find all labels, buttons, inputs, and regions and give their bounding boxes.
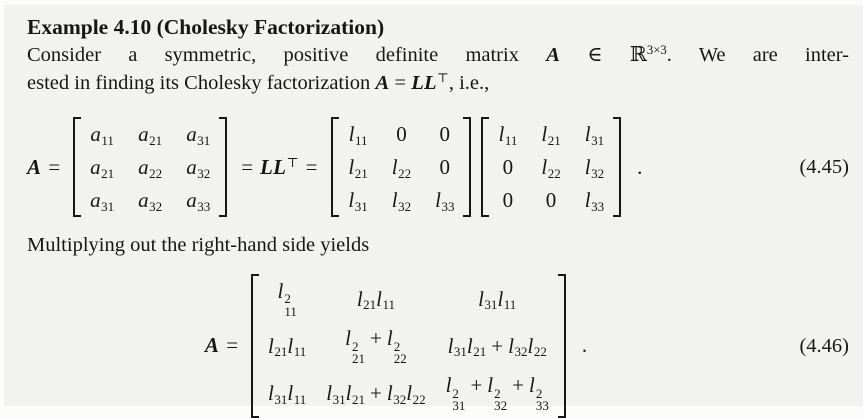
- math-token: 0: [439, 122, 451, 146]
- math-token: 21: [473, 344, 487, 360]
- segment-t: ℝ: [629, 44, 647, 66]
- math-token: 32: [197, 165, 211, 181]
- matrix-cell: [541, 122, 560, 146]
- segment-sup: 3×3: [646, 43, 667, 58]
- math-token: 31: [101, 198, 115, 214]
- math-token: 21: [274, 344, 288, 360]
- math-token: 21: [101, 165, 115, 181]
- segment-bi: A: [204, 333, 220, 358]
- math-token: a: [186, 122, 197, 146]
- matrix-bracket-left: [481, 117, 489, 217]
- math-token: 33: [197, 198, 211, 214]
- matrix-cell: [186, 122, 210, 146]
- matrix-cell: [448, 334, 547, 358]
- math-token: [365, 381, 369, 405]
- math-token: 0: [439, 155, 451, 179]
- segment-t: , i.e.,: [448, 72, 490, 94]
- math-token: a: [90, 122, 101, 146]
- math-token: l: [406, 380, 413, 405]
- sup-sub-stack: [494, 385, 508, 414]
- segment-bi: LL: [260, 154, 287, 179]
- matrix-cell: [138, 155, 162, 179]
- segment-t: ∈: [560, 44, 630, 66]
- matrix-cell: [277, 279, 296, 318]
- math-token: 22: [398, 165, 412, 181]
- math-token: 21: [547, 132, 561, 148]
- matrix-cell: [498, 122, 517, 146]
- math-token: 21: [354, 165, 368, 181]
- math-token: l: [528, 373, 535, 398]
- segment-sup: ⊤: [286, 154, 299, 170]
- matrix-cell: [502, 188, 515, 212]
- intro-line-1: [27, 41, 849, 69]
- math-token: +: [512, 373, 524, 398]
- matrix-lltranspose-product: [251, 274, 566, 418]
- eq45-lhs: [27, 154, 67, 179]
- matrix-bracket-right: [558, 274, 566, 418]
- matrix-cell: [502, 155, 515, 179]
- matrix-bracket-right: [463, 117, 471, 217]
- equation-4-46: [27, 274, 849, 418]
- segment-t: =: [305, 154, 318, 179]
- math-token: l: [497, 286, 504, 311]
- math-token: 31: [197, 132, 211, 148]
- matrix-bracket-left: [251, 274, 259, 418]
- math-token: l: [356, 286, 363, 311]
- segment-bi: A: [546, 44, 561, 66]
- matrix-cell: [268, 334, 306, 358]
- segment-bi: A: [27, 154, 42, 179]
- segment-bi: LL: [411, 72, 437, 94]
- math-token: 32: [398, 198, 412, 214]
- math-token: 11: [504, 132, 518, 148]
- math-token: a: [138, 188, 149, 212]
- math-token: l: [527, 333, 534, 358]
- math-token: 31: [332, 391, 346, 407]
- matrix-cell: [357, 287, 395, 311]
- matrix-cell: [348, 188, 367, 212]
- math-token: 22: [533, 344, 547, 360]
- math-token: 21: [149, 132, 163, 148]
- math-token: l: [508, 333, 514, 358]
- matrix-bracket-left: [73, 117, 81, 217]
- math-token: [486, 334, 490, 358]
- sup-sub-stack: [393, 338, 407, 366]
- matrix-cell: [435, 188, 454, 212]
- math-token: 11: [382, 297, 396, 313]
- math-token: 33: [591, 198, 605, 214]
- matrix-cell: [585, 122, 604, 146]
- sup-sub-stack: [535, 385, 549, 414]
- matrix-grid: [340, 117, 462, 217]
- matrix-bracket-left: [331, 117, 339, 217]
- math-token: a: [138, 155, 149, 179]
- matrix-l: [331, 117, 471, 217]
- math-token: 31: [274, 391, 288, 407]
- math-token: +: [491, 333, 504, 358]
- matrix-cell: [348, 155, 367, 179]
- matrix-cell: [349, 122, 368, 146]
- math-token: l: [584, 155, 591, 179]
- stack-sub: 11: [284, 303, 297, 319]
- math-token: 32: [514, 344, 528, 360]
- math-token: 31: [591, 132, 605, 148]
- stack-sup: 2: [535, 385, 543, 401]
- matrix-cell: [439, 122, 452, 146]
- stack-sup: 2: [494, 385, 501, 401]
- stack-sub: 22: [393, 350, 407, 366]
- segment-t: =: [48, 154, 61, 179]
- math-token: 32: [149, 198, 163, 214]
- math-token: l: [268, 333, 274, 358]
- matrix-cell: [585, 155, 604, 179]
- math-token: 22: [547, 165, 561, 181]
- matrix-grid: [82, 117, 218, 217]
- math-token: 0: [396, 122, 407, 146]
- math-token: l: [386, 326, 393, 351]
- math-token: +: [370, 380, 382, 405]
- matrix-cell: [138, 122, 162, 146]
- matrix-bracket-right: [219, 117, 227, 217]
- stack-sup: 2: [393, 338, 401, 354]
- matrix-a: [73, 117, 227, 217]
- matrix-l-transpose: [481, 117, 621, 217]
- math-token: 11: [101, 132, 114, 148]
- sup-sub-stack: [352, 338, 366, 366]
- math-token: l: [435, 188, 441, 212]
- math-token: l: [541, 155, 548, 179]
- math-token: 11: [293, 391, 307, 407]
- math-token: l: [466, 333, 473, 358]
- math-token: l: [277, 279, 284, 303]
- matrix-cell: [392, 155, 411, 179]
- eq45-middle: [234, 154, 324, 179]
- segment-t: =: [226, 333, 239, 358]
- eq46-number: (4.46): [799, 334, 849, 357]
- math-token: l: [345, 380, 352, 405]
- stack-sub: 33: [535, 398, 549, 414]
- math-token: [365, 326, 369, 350]
- math-token: 33: [441, 198, 455, 214]
- matrix-cell: [585, 188, 604, 212]
- math-token: a: [186, 155, 197, 179]
- math-token: +: [470, 373, 483, 398]
- matrix-cell: [138, 188, 162, 212]
- math-token: a: [138, 122, 149, 146]
- matrix-cell: [268, 381, 306, 405]
- math-token: l: [376, 286, 383, 311]
- stack-sub: 21: [352, 350, 366, 366]
- intro-line-2: [27, 69, 849, 97]
- matrix-cell: [395, 122, 408, 146]
- middle-text: Multiplying out the right-hand side yields: [27, 234, 370, 256]
- math-token: 22: [412, 391, 426, 407]
- matrix-grid: [490, 117, 612, 217]
- matrix-cell: [90, 122, 114, 146]
- stack-sup: 2: [452, 385, 459, 401]
- math-token: [507, 373, 511, 397]
- equation-4-45: [27, 117, 849, 217]
- math-token: 0: [502, 188, 514, 212]
- stack-sup: 2: [352, 338, 359, 354]
- math-token: l: [386, 380, 393, 405]
- matrix-grid: [260, 274, 557, 418]
- matrix-cell: [541, 155, 560, 179]
- math-token: l: [584, 188, 591, 212]
- matrix-cell: [326, 381, 425, 405]
- math-token: 21: [363, 297, 377, 313]
- segment-t: =: [389, 72, 412, 94]
- sup-sub-stack: [284, 293, 297, 318]
- math-token: 32: [393, 391, 407, 407]
- math-token: 31: [484, 297, 498, 313]
- math-token: 22: [149, 165, 163, 181]
- segment-t: ested in finding its Cholesky factorization: [27, 72, 376, 94]
- math-token: l: [447, 333, 454, 358]
- math-token: 31: [354, 198, 368, 214]
- matrix-bracket-right: [613, 117, 621, 217]
- segment-sup: ⊤: [436, 71, 449, 86]
- eq45-number: (4.45): [799, 155, 849, 178]
- stack-sub: 32: [494, 398, 508, 414]
- math-token: l: [268, 380, 274, 405]
- math-token: l: [345, 326, 351, 351]
- sup-sub-stack: [452, 385, 466, 414]
- math-token: [465, 373, 469, 397]
- example-box: [4, 5, 863, 414]
- math-token: a: [186, 188, 197, 212]
- math-token: l: [391, 188, 398, 212]
- matrix-cell: [345, 326, 407, 365]
- math-token: l: [348, 155, 355, 179]
- math-token: l: [287, 333, 294, 358]
- math-token: 11: [354, 132, 368, 148]
- matrix-cell: [545, 188, 558, 212]
- math-token: a: [90, 188, 101, 212]
- matrix-cell: [90, 155, 114, 179]
- math-token: l: [478, 286, 484, 311]
- math-token: l: [391, 155, 398, 179]
- stack-sup: 2: [284, 291, 291, 307]
- matrix-cell: [478, 287, 516, 311]
- eq45-period: .: [637, 154, 643, 179]
- math-token: l: [487, 373, 494, 398]
- math-token: l: [541, 122, 548, 146]
- matrix-cell: [439, 155, 452, 179]
- math-token: l: [326, 380, 333, 405]
- segment-t: Consider a symmetric, positive definite matrix: [27, 44, 547, 66]
- eq46-lhs: [205, 335, 245, 356]
- math-token: 21: [352, 391, 366, 407]
- math-token: l: [498, 122, 505, 146]
- matrix-cell: [90, 188, 114, 212]
- math-token: 32: [591, 165, 605, 181]
- matrix-cell: [186, 188, 210, 212]
- math-token: l: [348, 122, 355, 146]
- matrix-cell: [446, 373, 549, 412]
- matrix-cell: [186, 155, 210, 179]
- math-token: a: [90, 155, 101, 179]
- segment-t: =: [241, 154, 254, 179]
- stack-sub: 31: [452, 398, 466, 414]
- math-token: 0: [502, 155, 514, 179]
- math-token: l: [445, 373, 452, 398]
- math-token: l: [584, 122, 591, 146]
- example-title: Example 4.10 (Cholesky Factorization): [27, 15, 385, 39]
- math-token: +: [370, 326, 382, 351]
- math-token: l: [287, 380, 294, 405]
- math-token: l: [348, 188, 355, 212]
- segment-t: . We are inter-: [666, 44, 849, 66]
- math-token: 11: [293, 344, 307, 360]
- eq46-period: .: [581, 333, 588, 358]
- matrix-cell: [392, 188, 411, 212]
- math-token: 0: [545, 188, 557, 212]
- math-token: 31: [453, 344, 467, 360]
- segment-bi: A: [375, 72, 390, 94]
- math-token: 11: [503, 297, 517, 313]
